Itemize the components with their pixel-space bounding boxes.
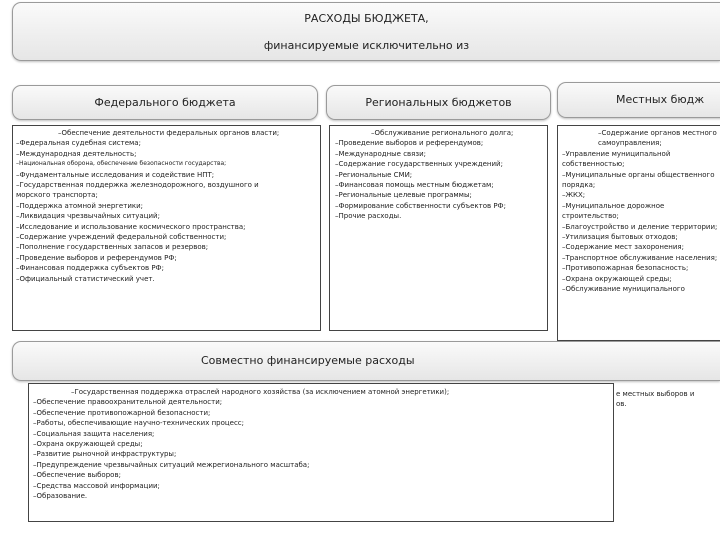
list-item: –Содержание учреждений федеральной собственности;: [16, 233, 227, 242]
list-item: –Муниципальные органы общественного порядка;: [562, 170, 715, 190]
list-item: –Управление муниципальной собственностью;: [562, 149, 671, 169]
list-item: –Проведение выборов и референдумов;: [335, 139, 484, 148]
local-fragment-line-2: ов.: [616, 400, 627, 409]
list-item: –Благоустройство и деление территории;: [562, 222, 718, 231]
list-item: –Транспортное обслуживание населения;: [562, 253, 718, 262]
list-item: –Международная деятельность;: [16, 149, 137, 158]
list-item: –Образование.: [33, 492, 88, 501]
local-list-fragment: [616, 389, 720, 410]
list-item: –ЖКХ;: [562, 191, 586, 200]
title-line-2: финансируемые исключительно из: [263, 39, 470, 52]
joint-header: [12, 341, 720, 381]
list-item: –Финансовая поддержка субъектов РФ;: [16, 264, 164, 273]
list-item: –Поддержка атомной энергетики;: [16, 201, 144, 210]
list-item: –Региональные целевые программы;: [335, 191, 472, 200]
list-item: –Обеспечение выборов;: [33, 471, 121, 480]
list-item: –Содержание мест захоронения;: [562, 243, 684, 252]
list-item: –Официальный статистический учет.: [16, 274, 155, 283]
joint-heading: Совместно финансируемые расходы: [201, 354, 415, 367]
local-expense-list: [557, 125, 720, 341]
list-item: –Формирование собственности субъектов РФ;: [335, 201, 506, 210]
federal-header: [12, 85, 318, 120]
title-line-1: РАСХОДЫ БЮДЖЕТА,: [304, 12, 429, 25]
list-item: –Средства массовой информации;: [33, 481, 160, 490]
list-item: –Федеральная судебная система;: [16, 139, 141, 148]
list-item: –Обслуживание регионального долга;: [371, 129, 514, 137]
federal-heading: Федерального бюджета: [94, 96, 236, 109]
list-item: –Охрана окружающей среды;: [562, 274, 672, 283]
regional-heading: Региональных бюджетов: [365, 96, 512, 109]
list-item: –Обеспечение деятельности федеральных органов власти;: [58, 129, 280, 137]
list-item: –Содержание государственных учреждений;: [335, 160, 503, 169]
list-item: –Утилизация бытовых отходов;: [562, 233, 678, 242]
list-item: –Международные связи;: [335, 149, 427, 158]
list-item: –Обеспечение противопожарной безопасности;: [33, 408, 211, 417]
local-heading: Местных бюдж: [616, 93, 705, 106]
list-item: –Фундаментальные исследования и содействие НПТ;: [16, 170, 215, 179]
federal-expense-list: [12, 125, 321, 331]
list-item: –Финансовая помощь местным бюджетам;: [335, 181, 494, 190]
regional-header: [326, 85, 551, 120]
list-item: –Исследование и использование космического пространства;: [16, 222, 246, 231]
list-item: –Региональные СМИ;: [335, 170, 413, 179]
list-item: –Государственная поддержка железнодорожного, воздушного и: [16, 181, 259, 190]
list-item: –Пополнение государственных запасов и резервов;: [16, 243, 209, 252]
local-fragment-line-1: е местных выборов и: [616, 390, 695, 398]
list-item: морского транспорта;: [16, 191, 98, 200]
list-item: –Муниципальное дорожное строительство;: [562, 201, 665, 221]
list-item: –Обслуживание муниципального: [562, 285, 685, 294]
list-item: –Социальная защита населения;: [33, 429, 155, 438]
title-banner: [12, 2, 720, 61]
joint-expense-list: [28, 383, 614, 522]
regional-expense-list: [329, 125, 548, 331]
list-item: –Содержание органов местного самоуправления;: [598, 129, 717, 148]
list-item: –Национальная оборона, обеспечение безопасности государства;: [16, 160, 227, 168]
list-item: –Работы, обеспечивающие научно-технических процесс;: [33, 419, 245, 428]
list-item: –Обеспечение правоохранительной деятельности;: [33, 398, 223, 407]
list-item: –Проведение выборов и референдумов РФ;: [16, 253, 177, 262]
list-item: –Предупреждение чрезвычайных ситуаций межрегионального масштаба;: [33, 460, 310, 469]
local-header: [557, 82, 720, 118]
list-item: –Прочие расходы.: [335, 212, 402, 221]
list-item: –Противопожарная безопасность;: [562, 264, 689, 273]
list-item: –Развитие рыночной инфраструктуры;: [33, 450, 177, 459]
list-item: –Охрана окружающей среды;: [33, 440, 143, 449]
list-item: –Ликвидация чрезвычайных ситуаций;: [16, 212, 160, 221]
list-item: –Государственная поддержка отраслей народного хозяйства (за исключением атомной энергетики);: [71, 388, 450, 396]
